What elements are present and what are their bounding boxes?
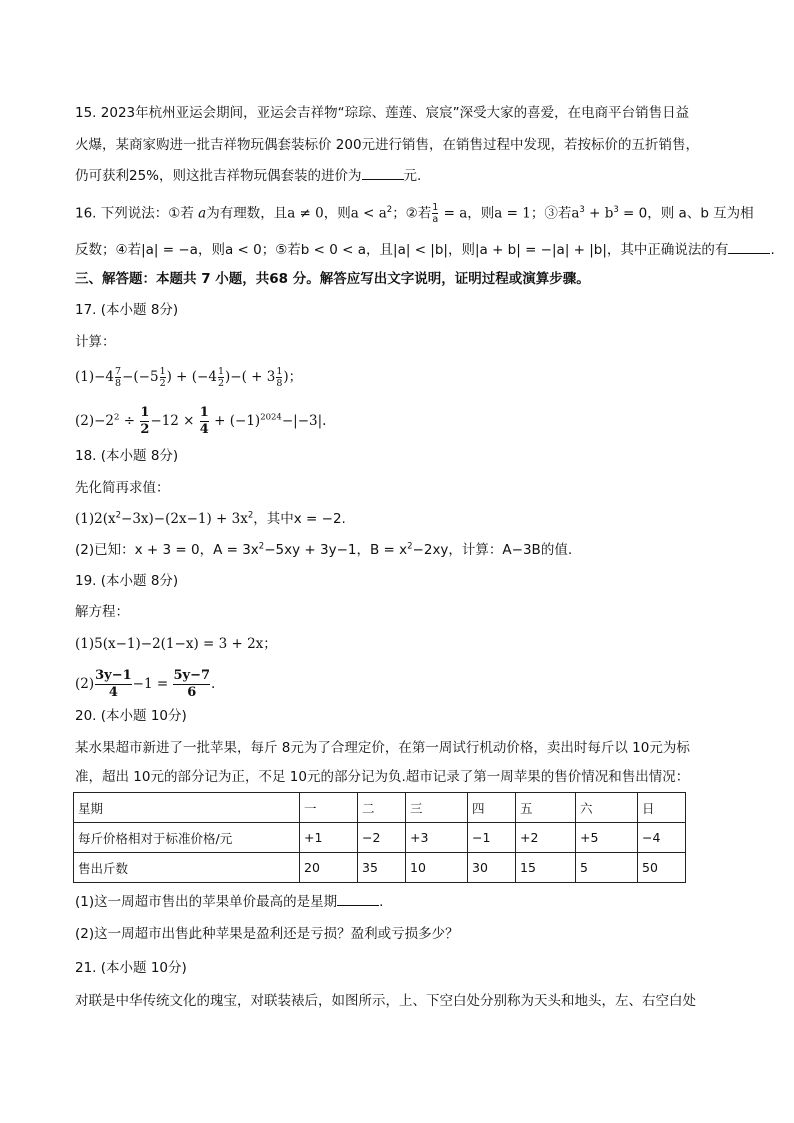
expr: + (−1)	[209, 413, 261, 429]
q20-text1: 某水果超市新进了一批苹果，每斤 8元为了合理定价，在第一周试行机动价格，卖出时每斤以 10元为标	[75, 740, 690, 756]
q16-text: 16. 下列说法：①若	[75, 205, 199, 222]
sup: 2	[114, 412, 120, 423]
fraction-denominator: 2	[217, 378, 224, 389]
q20-sub1-text: (1)这一周超市售出的苹果单价最高的是星期	[75, 894, 338, 910]
table-cell: −2	[358, 823, 406, 853]
fraction-numerator: 1	[140, 405, 150, 420]
expr: ) + (−4	[166, 369, 217, 385]
q15-line3	[75, 166, 724, 186]
fraction-denominator: 8	[276, 378, 283, 389]
fraction	[160, 366, 166, 389]
table-cell: 四	[468, 793, 516, 823]
table-cell: 五	[516, 793, 576, 823]
q16-text: .	[770, 242, 775, 258]
sup: 2	[258, 541, 265, 552]
table-cell: 三	[406, 793, 468, 823]
answer-blank	[362, 167, 404, 180]
fraction	[276, 366, 282, 389]
answer-blank	[728, 241, 770, 254]
expr: −3x)−(2x−1) + 3x	[121, 511, 248, 527]
table-cell: 售出斤数	[74, 853, 300, 883]
q16-math: a ≠ 0	[287, 205, 324, 222]
fraction-numerator: 1	[159, 366, 166, 377]
expr: −1 =	[132, 676, 173, 692]
fraction	[115, 366, 121, 389]
table-row	[74, 853, 686, 883]
expr: −12 ×	[150, 413, 199, 429]
q16-line2	[75, 240, 775, 260]
sup: 2	[115, 510, 122, 521]
q19-intro: 解方程：	[75, 604, 129, 620]
expr: ÷	[119, 413, 140, 429]
expr: (1)2(x	[75, 511, 116, 527]
q15-line3-end: 元.	[403, 168, 422, 184]
q15-line1: 15. 2023年杭州亚运会期间，亚运会吉祥物“琮琮、莲莲、宸宸”深受大家的喜爱，在电商平台销售日益	[75, 105, 690, 121]
q16-math: = a，则a = 1；③若a	[439, 205, 580, 222]
q17-title: 17. (本小题 8分)	[75, 302, 179, 318]
table-cell: 5	[576, 853, 638, 883]
table-cell: −1	[468, 823, 516, 853]
fraction-numerator: 1	[217, 366, 224, 377]
table-cell: +5	[576, 823, 638, 853]
q16-text: 为有理数，且	[206, 205, 288, 222]
table-cell: 20	[300, 853, 358, 883]
expr: (2)	[75, 676, 95, 692]
expr: −2xy，计算：A−3B的值.	[412, 542, 573, 558]
q16-math: + b	[584, 205, 614, 222]
fraction	[95, 668, 132, 701]
table-cell: 每斤价格相对于标准价格/元	[74, 823, 300, 853]
table-cell: 50	[638, 853, 686, 883]
q15-line3-text: 仍可获利25%，则这批吉祥物玩偶套装的进价为	[75, 168, 362, 184]
expr: (1)−4	[75, 369, 115, 385]
table-cell: +3	[406, 823, 468, 853]
fraction-denominator: 2	[159, 378, 166, 389]
q17-part2	[75, 405, 724, 438]
q16-text: ；②若	[392, 205, 432, 222]
q19-part2	[75, 668, 724, 701]
q15-line2: 火爆，某商家购进一批吉祥物玩偶套装标价 200元进行销售，在销售过程中发现，若按标价的五折销售，	[75, 137, 700, 153]
q20-sub2: (2)这一周超市出售此种苹果是盈利还是亏损？盈利或亏损多少？	[75, 926, 459, 942]
table-cell: 一	[300, 793, 358, 823]
q19-part1: (1)5(x−1)−2(1−x) = 3 + 2x；	[75, 636, 277, 652]
answer-blank	[337, 893, 379, 906]
q16-text: = 0，则 a、b 互为相	[618, 205, 754, 222]
q16-sup: 3	[579, 205, 585, 215]
q16-text: 反数；④若|a| = −a，则a < 0；⑤若b < 0 < a，且|a| < |b|，则|a + b| = −|a| + |b|，其中正确说法的有	[75, 242, 729, 258]
table-row	[74, 823, 686, 853]
table-cell: +2	[516, 823, 576, 853]
table-cell: 10	[406, 853, 468, 883]
fraction-numerator: 7	[115, 366, 122, 377]
sales-table	[73, 792, 686, 883]
q18-title: 18. (本小题 8分)	[75, 448, 179, 464]
q16-var-a: a	[198, 205, 207, 222]
expr: ，其中x = −2.	[253, 511, 346, 527]
q20-text2: 准，超出 10元的部分记为正，不足 10元的部分记为负.超市记录了第一周苹果的售价情况和售出情况：	[75, 769, 690, 785]
expr: −|−3|.	[281, 413, 327, 429]
q16-line1	[75, 202, 754, 225]
q19-title: 19. (本小题 8分)	[75, 573, 179, 589]
fraction-numerator: 1	[199, 405, 209, 420]
expr: −5xy + 3y−1，B = x	[264, 542, 408, 558]
fraction-numerator: 1	[432, 202, 439, 213]
table-cell: 35	[358, 853, 406, 883]
expr: (2)−2	[75, 413, 115, 429]
table-cell: 二	[358, 793, 406, 823]
table-cell: −4	[638, 823, 686, 853]
table-header-row	[74, 793, 686, 823]
fraction	[173, 668, 210, 701]
q20-sub1-end: .	[379, 894, 384, 910]
fraction-denominator: 8	[115, 378, 122, 389]
q18-part2	[75, 540, 724, 560]
fraction-numerator: 1	[276, 366, 283, 377]
fraction-denominator: 4	[199, 422, 209, 437]
fraction-denominator: 2	[140, 422, 150, 437]
table-cell: 星期	[74, 793, 300, 823]
table-cell: 30	[468, 853, 516, 883]
q18-part1	[75, 509, 724, 529]
fraction-numerator: 3y−1	[95, 668, 132, 683]
q17-intro: 计算：	[75, 334, 116, 350]
sup: 2024	[260, 412, 282, 423]
fraction	[140, 405, 149, 438]
fraction-denominator: a	[432, 214, 439, 225]
q18-intro: 先化简再求值：	[75, 480, 170, 496]
q16-sup: 3	[613, 205, 619, 215]
table-cell: 15	[516, 853, 576, 883]
table-cell: +1	[300, 823, 358, 853]
fraction-denominator: 6	[187, 685, 197, 700]
expr: .	[211, 676, 216, 692]
q16-text: ，则	[323, 205, 351, 222]
fraction-denominator: 4	[108, 685, 118, 700]
expr: −(−5	[122, 369, 159, 385]
q21-title: 21. (本小题 10分)	[75, 960, 187, 976]
q21-text1: 对联是中华传统文化的瑰宝，对联装裱后，如图所示，上、下空白处分别称为天头和地头，左、右空白处	[75, 993, 696, 1009]
sup: 2	[247, 510, 254, 521]
q16-math: a < a	[350, 205, 387, 222]
sup: 2	[407, 541, 413, 552]
fraction	[218, 366, 224, 389]
q16-fraction	[432, 202, 438, 225]
q17-part1	[75, 366, 724, 389]
q20-title: 20. (本小题 10分)	[75, 708, 187, 724]
q20-sub1	[75, 892, 724, 912]
q16-sup: 2	[386, 205, 393, 215]
section-heading: 三、解答题：本题共 7 小题，共68 分。解答应写出文字说明，证明过程或演算步骤。	[75, 271, 590, 287]
expr: )；	[283, 369, 303, 385]
table-cell: 六	[576, 793, 638, 823]
expr: )−( + 3	[225, 369, 276, 385]
expr: (2)已知：x + 3 = 0，A = 3x	[75, 542, 259, 558]
table-cell: 日	[638, 793, 686, 823]
fraction	[200, 405, 209, 438]
fraction-numerator: 5y−7	[173, 668, 211, 683]
